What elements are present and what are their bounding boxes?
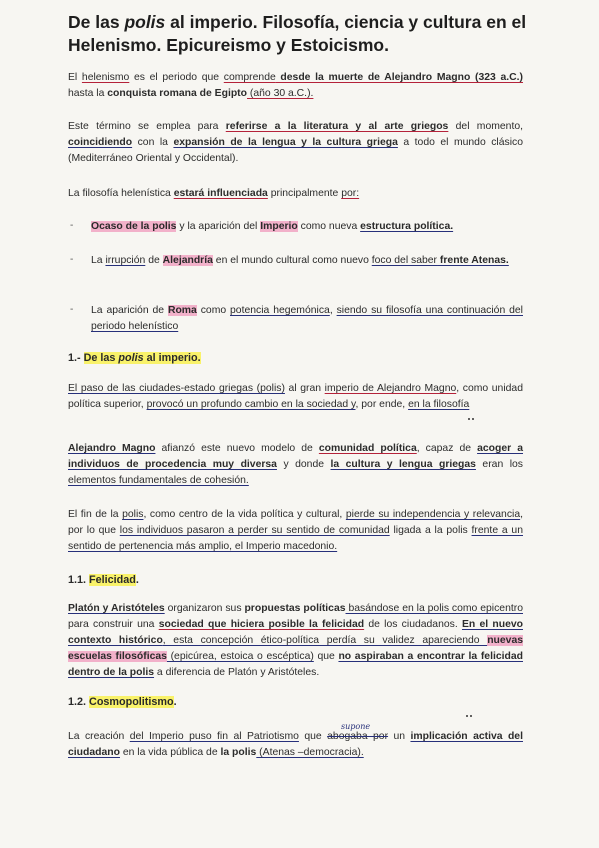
text: de los ciudadanos. (364, 619, 462, 630)
paragraph-paso (68, 381, 523, 413)
section-heading-1 (68, 350, 201, 366)
title-text-1: De las (68, 12, 125, 32)
text: coincidiendo (68, 137, 133, 148)
text: que (313, 651, 339, 662)
paragraph-alejandro (68, 441, 523, 489)
text: como nueva (297, 221, 361, 232)
paragraph-influencia (68, 186, 523, 202)
text: 1.- (68, 352, 84, 364)
text: , por lo que (68, 509, 524, 536)
text: Este término se emplea para (68, 121, 226, 132)
text: en la vida pública de (119, 747, 221, 758)
section-heading-1-2 (68, 694, 177, 710)
text: , (329, 305, 337, 316)
text: nuevas escuelas filosóficas (68, 635, 523, 662)
list-item (91, 219, 523, 235)
text: elementos fundamentales de cohesión. (68, 475, 249, 486)
text: y la aparición del (176, 221, 261, 232)
paragraph-creacion (68, 729, 523, 761)
text: estará influenciada (173, 188, 268, 199)
text: siendo su filosofía una continuación del periodo helenístico (91, 305, 523, 332)
text: El fin de la (68, 509, 123, 520)
pen-dot (466, 715, 468, 717)
text: foco del saber (371, 255, 438, 266)
text: La aparición de (91, 305, 168, 316)
text: Felicidad (89, 574, 136, 586)
text: Roma (167, 305, 197, 316)
text: Platón y Aristóteles (68, 603, 165, 614)
text: (epicúrea, estoica o escéptica) (166, 651, 314, 662)
text: de (145, 255, 163, 266)
text: al gran (284, 383, 325, 394)
text: Alejandro Magno (68, 443, 156, 454)
text: Alejandría (162, 255, 213, 266)
handwritten-annotation: supone (341, 722, 371, 731)
text: helenismo (81, 72, 130, 83)
text: a todo el mundo clásico (Mediterráneo Oriental y Occidental). (68, 137, 523, 164)
pen-dot (470, 715, 472, 717)
text: ligada a la polis (389, 525, 472, 536)
text: estructura política. (360, 221, 454, 232)
text: referirse a la literatura y al arte griegos (225, 121, 449, 132)
text: para construir una (68, 619, 159, 630)
paragraph-intro (68, 70, 523, 102)
text: (Atenas –democracia). (256, 747, 364, 758)
text: . (173, 696, 177, 708)
pen-dot (472, 418, 474, 420)
text: los individuos pasaron a perder su sentido de comunidad (119, 525, 390, 536)
text: abogaba por (327, 731, 389, 742)
text: La creación (68, 731, 130, 742)
text: basándose en la polis como epicentro (345, 603, 523, 614)
section-heading-1-1 (68, 572, 139, 588)
paragraph-platon (68, 601, 523, 681)
list-item (91, 253, 523, 269)
text: comunidad política (318, 443, 417, 454)
text: organizaron sus (164, 603, 245, 614)
text: 1.2. (68, 696, 90, 708)
text: El paso de las ciudades-estado griegas (polis) (68, 383, 285, 394)
text: Ocaso de la polis (91, 221, 177, 232)
text: , por ende, (355, 399, 409, 410)
text: hasta la (68, 88, 108, 99)
text: del momento, (448, 121, 523, 132)
text: un (388, 731, 411, 742)
text: acoger a individuos de procedencia muy diversa (68, 443, 523, 470)
text: Cosmopolitismo (89, 696, 174, 708)
text: polis (118, 352, 144, 364)
text: como (196, 305, 231, 316)
text: provocó un profundo cambio en la sociedad y (146, 399, 356, 410)
text: La (91, 255, 106, 266)
text: conquista romana de Egipto (107, 88, 247, 99)
text: no aspiraban a encontrar la felicidad dentro de la polis (68, 651, 523, 678)
paragraph-fin (68, 507, 523, 555)
text: frente a un sentido de pertenencia más amplio, el Imperio macedonio. (68, 525, 523, 552)
text: , como unidad política superior, (68, 383, 523, 410)
text: , esta concepción ético-política perdía su validez apareciendo (162, 635, 488, 646)
text: en el mundo cultural como nuevo (212, 255, 372, 266)
list-item (91, 303, 523, 335)
text: implicación activa del ciudadano (68, 731, 523, 758)
text: principalmente (267, 188, 342, 199)
text: afianzó este nuevo modelo de (155, 443, 319, 454)
text: del Imperio puso fin al Patriotismo (129, 731, 299, 742)
text: La filosofía helenística (68, 188, 174, 199)
title-text-italic: polis (124, 12, 166, 32)
bullet-dash: - (70, 254, 74, 265)
text: eran los (475, 459, 523, 470)
text: a diferencia de Platón y Aristóteles. (154, 667, 320, 678)
text: . (135, 574, 139, 586)
text: De las (83, 352, 119, 364)
text: , como centro de la vida política y cultural, (143, 509, 346, 520)
text: con la (132, 137, 174, 148)
text: propuestas políticas (244, 603, 346, 614)
text: pierde su independencia y relevancia (345, 509, 521, 520)
pen-dot (468, 418, 470, 420)
text: polis (122, 509, 144, 520)
title-text-2: al imperio. Filosofía, ciencia y cultura en el Helenismo. Epicureismo y Estoicismo. (68, 12, 527, 55)
text: y donde (276, 459, 331, 470)
text: la cultura y lengua griegas (330, 459, 476, 470)
text: desde la muerte de Alejandro Magno (323 a.C.) (275, 72, 523, 83)
text: que (298, 731, 328, 742)
text: irrupción (105, 255, 146, 266)
text: imperio de Alejandro Magno (324, 383, 457, 394)
text: frente Atenas. (437, 255, 509, 266)
text: por: (341, 188, 360, 199)
bullet-dash: - (70, 220, 74, 231)
text: en la filosofía (408, 399, 470, 410)
text: El (68, 72, 82, 83)
text: 1.1. (68, 574, 90, 586)
text: es el periodo que (129, 72, 224, 83)
text: En el nuevo contexto histórico (68, 619, 523, 646)
text: , capaz de (416, 443, 478, 454)
text: expansión de la lengua y la cultura griega (173, 137, 398, 148)
text: potencia hegemónica (230, 305, 330, 316)
text: al imperio. (143, 352, 201, 364)
paragraph-termino (68, 119, 523, 167)
text: (año 30 a.C.). (247, 88, 314, 99)
text: comprende (223, 72, 276, 83)
text: la polis (220, 747, 257, 758)
text: Imperio (260, 221, 298, 232)
bullet-dash: - (70, 304, 74, 315)
text: sociedad que hiciera posible la felicidad (158, 619, 365, 630)
page-title (68, 11, 538, 57)
